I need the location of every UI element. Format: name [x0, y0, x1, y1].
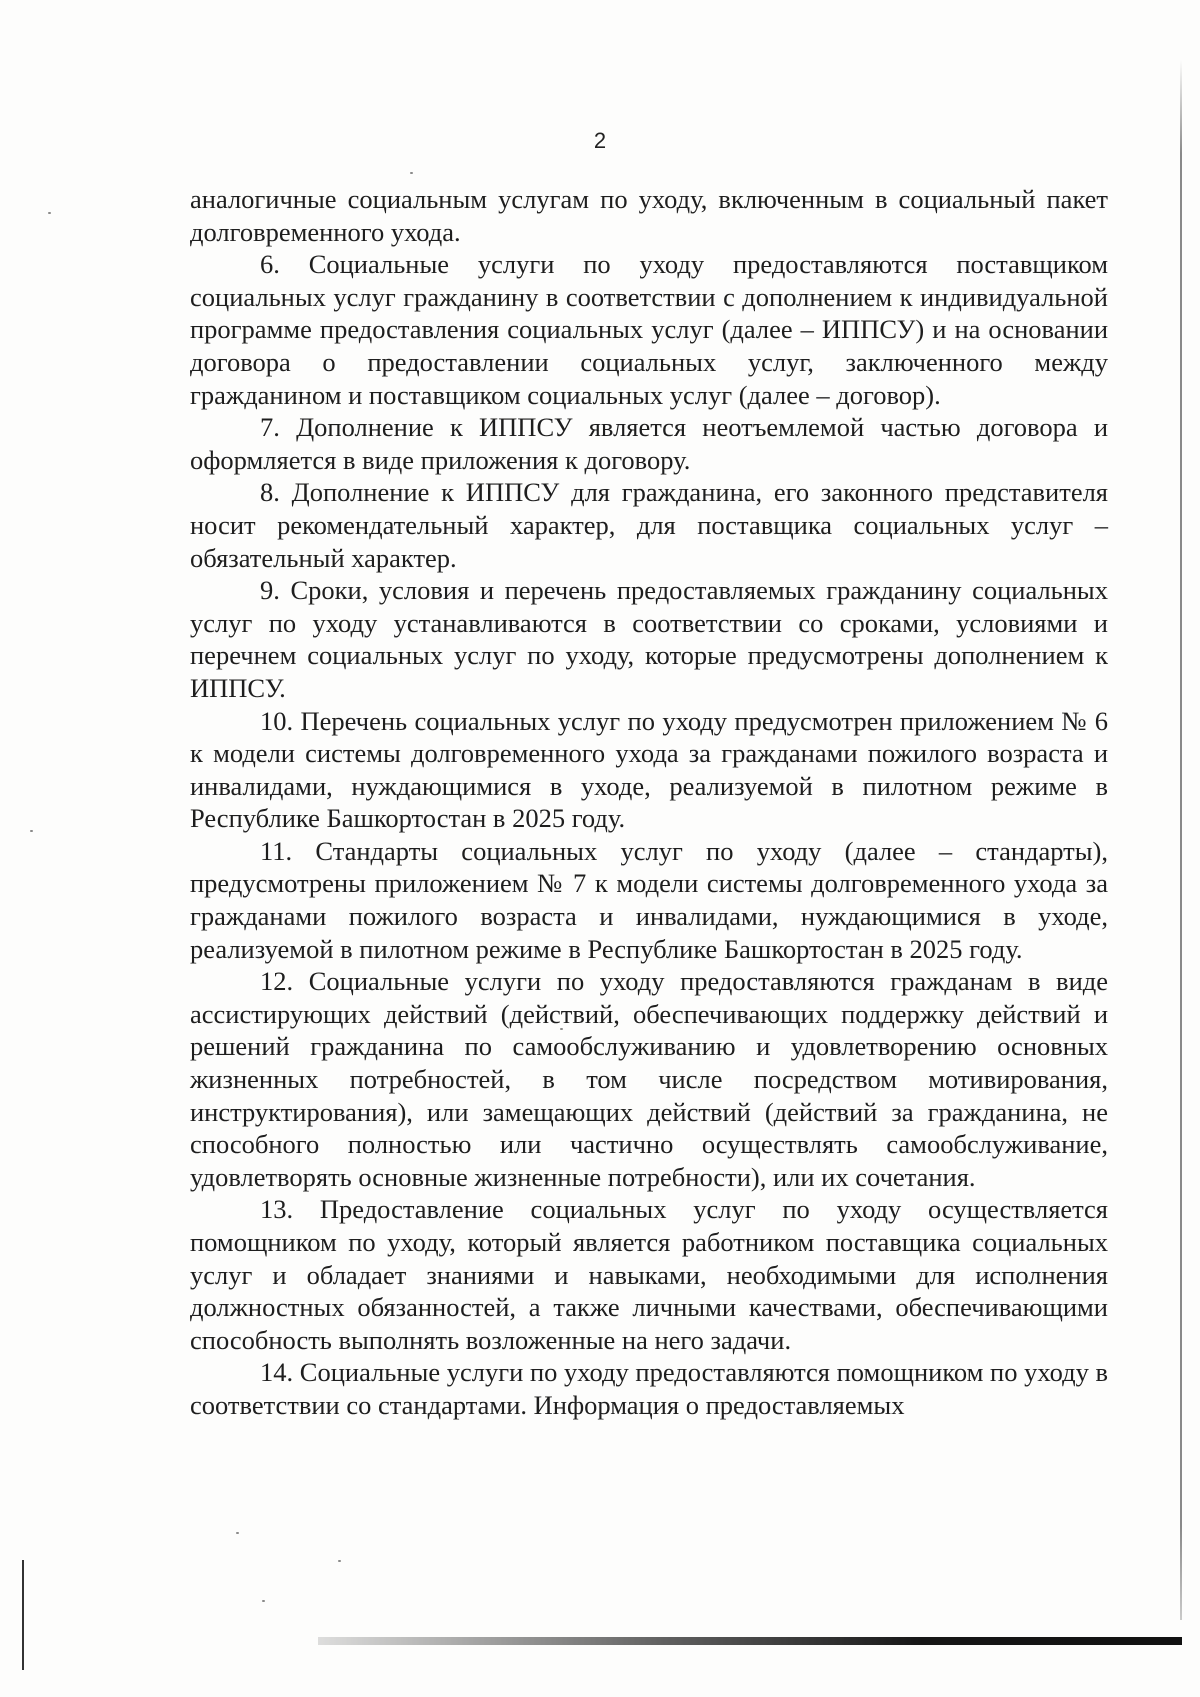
- paragraph-8: 8. Дополнение к ИППСУ для гражданина, его законного представителя носит рекомендательный характер, для поставщика социальных услуг – обязательный характер.: [190, 477, 1108, 573]
- paragraph-9: 9. Сроки, условия и перечень предоставляемых гражданину социальных услуг по уходу устанавливаются в соответствии со сроками, условиями и перечнем социальных услуг по уходу, которые предусмотрены дополнением к ИППСУ.: [190, 575, 1108, 703]
- scan-shadow-bottom: [318, 1637, 1182, 1645]
- paragraph-6: 6. Социальные услуги по уходу предоставляются поставщиком социальных услуг гражданину в соответствии с дополнением к индивидуальной программе предоставления социальных услуг (далее – ИППСУ) и на основании договора о предоставлении социальных услуг, заключенного между гражданином и поставщиком социальных услуг (далее – договор).: [190, 249, 1108, 410]
- paragraph-14: 14. Социальные услуги по уходу предоставляются помощником по уходу в соответствии со стандартами. Информация о предоставляемых: [190, 1357, 1108, 1420]
- scan-speck: [262, 1600, 265, 1602]
- paragraph-7: 7. Дополнение к ИППСУ является неотъемлемой частью договора и оформляется в виде приложения к договору.: [190, 412, 1108, 475]
- scan-edge-right: [1180, 60, 1182, 1620]
- scan-speck: [338, 1560, 341, 1562]
- paragraph-12: 12. Социальные услуги по уходу предоставляются гражданам в виде ассистирующих действий (действий, обеспечивающих поддержку действий и решений гражданина по самообслуживанию и удовлетворению основных жизненных потребностей, в том числе посредством мотивирования, инструктирования), или замещающих действий (действий за гражданина, не способного полностью или частично осуществлять самообслуживание, удовлетворять основные жизненные потребности), или их сочетания.: [190, 966, 1108, 1192]
- paragraph-10: 10. Перечень социальных услуг по уходу предусмотрен приложением № 6 к модели системы долговременного ухода за гражданами пожилого возраста и инвалидами, нуждающимися в уходе, реализуемой в пилотном режиме в Республике Башкортостан в 2025 году.: [190, 705, 1108, 834]
- scan-speck: [236, 1532, 239, 1534]
- scan-speck: [48, 212, 51, 214]
- page-number: 2: [593, 128, 607, 153]
- document-body: [190, 183, 1108, 1422]
- scan-edge-left: [22, 1560, 24, 1670]
- scan-speck: [30, 830, 33, 832]
- paragraph-11: 11. Стандарты социальных услуг по уходу (далее – стандарты), предусмотрены приложением № 7 к модели системы долговременного ухода за гражданами пожилого возраста и инвалидами, нуждающимися в уходе, реализуемой в пилотном режиме в Республике Башкортостан в 2025 году.: [190, 835, 1108, 964]
- paragraph-13: 13. Предоставление социальных услуг по уходу осуществляется помощником по уходу, который является работником поставщика социальных услуг и обладает знаниями и навыками, необходимыми для исполнения должностных обязанностей, а также личными качествами, обеспечивающими способность выполнять возложенные на него задачи.: [190, 1194, 1108, 1355]
- scan-speck: [410, 172, 413, 174]
- paragraph-continuation: аналогичные социальным услугам по уходу, включенным в социальный пакет долговременного ухода.: [190, 184, 1108, 247]
